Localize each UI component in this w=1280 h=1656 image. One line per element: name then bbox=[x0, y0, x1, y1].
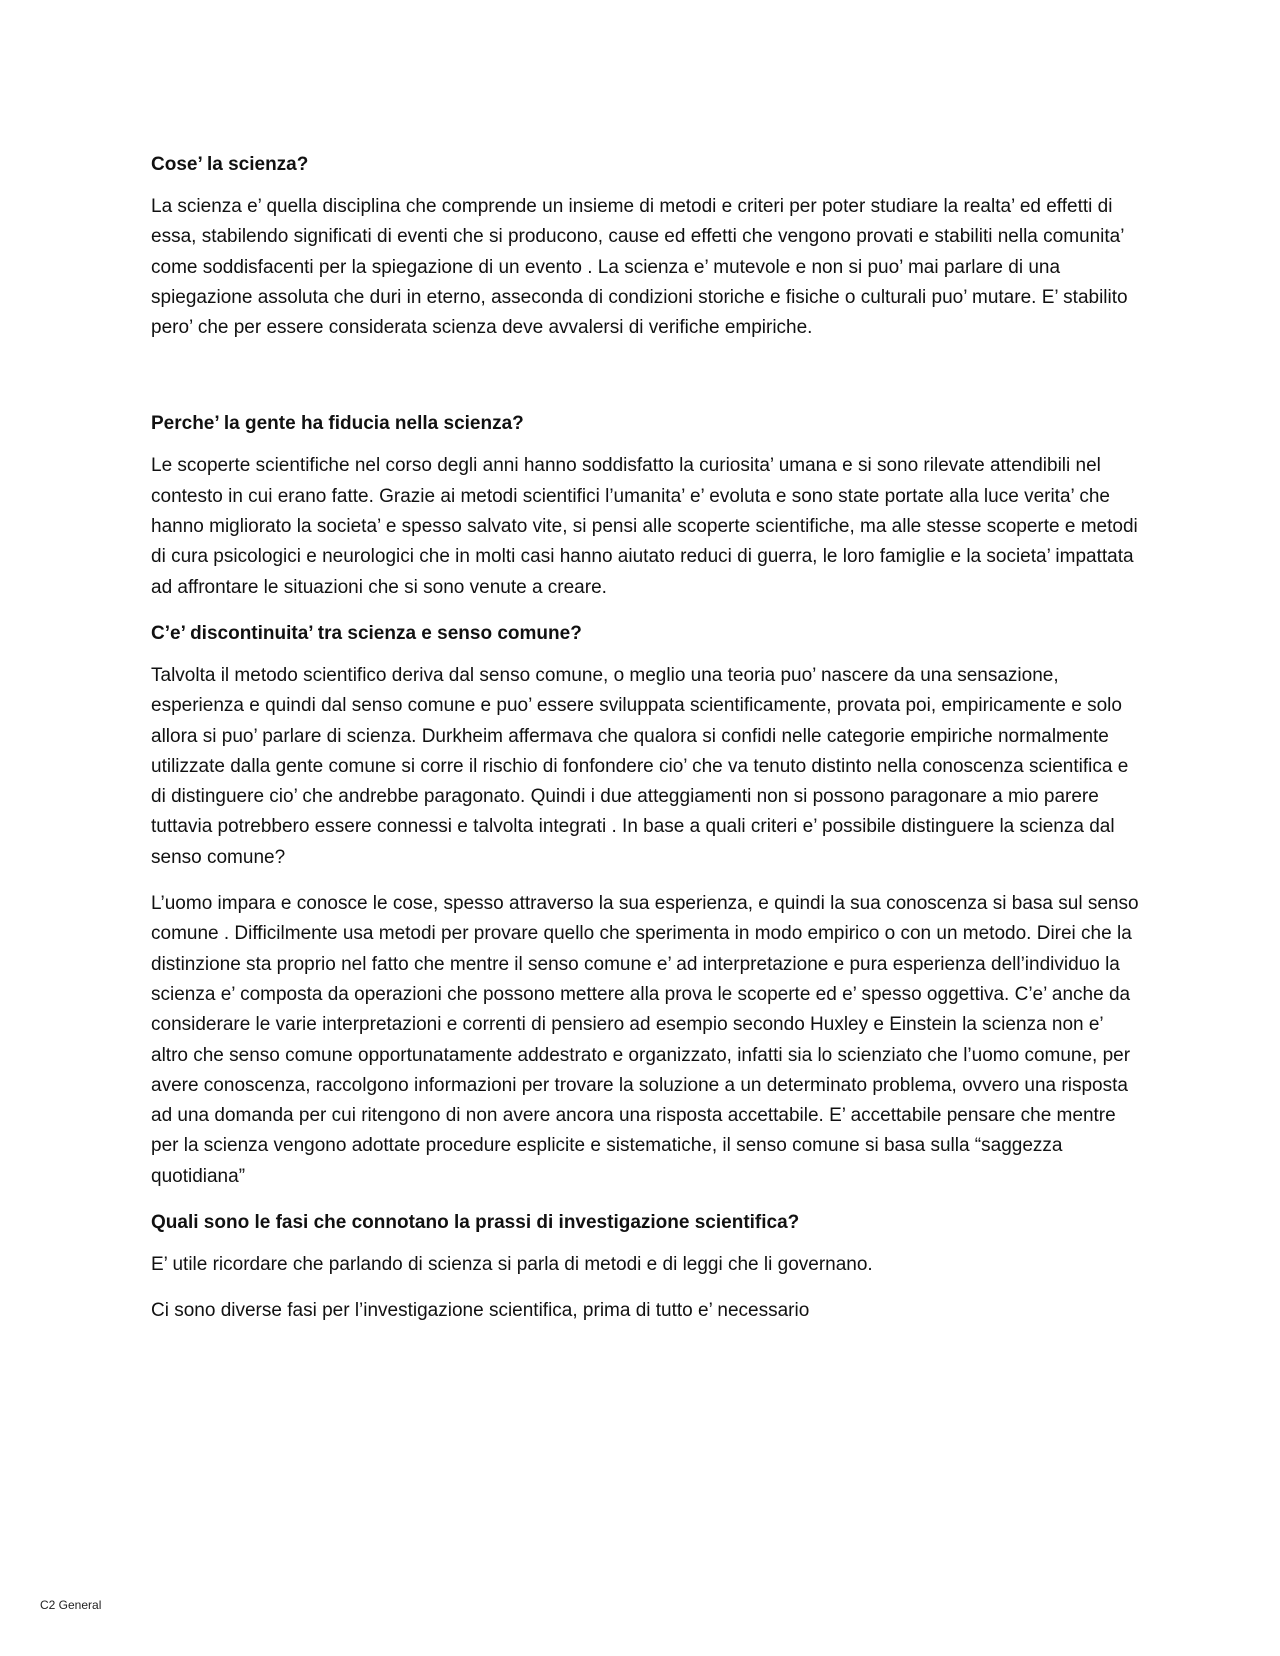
heading-discontinuita: C’e’ discontinuita’ tra scienza e senso comune? bbox=[151, 622, 582, 644]
classification-footer: C2 General bbox=[40, 1598, 102, 1612]
heading-cos-e-la-scienza: Cose’ la scienza? bbox=[151, 154, 309, 175]
paragraph-fasi-incompleto: Ci sono diverse fasi per l’investigazione scientifica, prima di tutto e’ necessario bbox=[151, 1300, 810, 1322]
section-spacer bbox=[151, 359, 1141, 409]
paragraph-metodo-senso-comune: Talvolta il metodo scientifico deriva dal senso comune, o meglio una teoria puo’ nascere da una sensazione, esperienza e quindi dal senso comune e puo’ essere sviluppata scientificamente, provata poi, empiricamente e solo allora si puo’ parlare di scienza. Durkheim affermava che qualora si confidi nelle categorie empiriche normalmente utilizzate dalla gente comune si corre il rischio di fonfondere cio’ che va tenuto distinto nella conoscenza scientifica e di distinguere cio’ che andrebbe paragonato. Quindi i due atteggiamenti non si possono paragonare a mio parere tuttavia potrebbero essere connessi e talvolta integrati . In base a quali criteri e’ possibile distinguere la scienza dal senso comune? bbox=[151, 664, 1129, 868]
document-page bbox=[151, 150, 1141, 1343]
heading-fasi-investigazione: Quali sono le fasi che connotano la prassi di investigazione scientifica? bbox=[151, 1212, 800, 1234]
paragraph-metodi-leggi: E’ utile ricordare che parlando di scienza si parla di metodi e di leggi che li governano. bbox=[151, 1254, 873, 1276]
paragraph-fiducia-scienza: Le scoperte scientifiche nel corso degli anni hanno soddisfatto la curiosita’ umana e si sono rilevate attendibili nel contesto in cui erano fatte. Grazie ai metodi scientifici l’umanita’ e’ evoluta e sono state portate alla luce verita’ che hanno migliorato la societa’ e spesso salvato vite, si pensi alle scoperte scientifiche, ma alle stesse scoperte e metodi di cura psicologici e neurologici che in molti casi hanno aiutato reduci di guerra, le loro famiglie e la societa’ impattata ad affrontare le situazioni che si sono venute a creare. bbox=[151, 455, 1138, 598]
paragraph-uomo-esperienza: L’uomo impara e conosce le cose, spesso attraverso la sua esperienza, e quindi la sua conoscenza si basa sul senso comune . Difficilmente usa metodi per provare quello che sperimenta in modo empirico o con un metodo. Direi che la distinzione sta proprio nel fatto che mentre il senso comune e’ ad interpretazione e pura esperienza dell’individuo la scienza e’ composta da operazioni che possono mettere alla prova le scoperte ed e’ spesso oggettiva. C’e’ anche da considerare le varie interpretazioni e correnti di pensiero ad esempio secondo Huxley e Einstein la scienza non e’ altro che senso comune opportunatamente addestrato e organizzato, infatti sia lo scienziato che l’uomo comune, per avere conoscenza, raccolgono informazioni per trovare la soluzione a un determinato problema, ovvero una risposta ad una domanda per cui ritengono di non avere ancora una risposta accettabile. E’ accettabile pensare che mentre per la scienza vengono adottate procedure esplicite e sistematiche, il senso comune si basa sulla “saggezza quotidiana” bbox=[151, 893, 1139, 1187]
heading-fiducia-scienza: Perche’ la gente ha fiducia nella scienza? bbox=[151, 413, 524, 435]
paragraph-definizione-scienza: La scienza e’ quella disciplina che comprende un insieme di metodi e criteri per poter studiare la realta’ ed effetti di essa, stabilendo significati di eventi che si producono, cause ed effetti che vengono provati e stabiliti nella comunita’ come soddisfacenti per la spiegazione di un evento . La scienza e’ mutevole e non si puo’ mai parlare di una spiegazione assoluta che duri in eterno, asseconda di condizioni storiche e fisiche o culturali puo’ mutare. E’ stabilito pero’ che per essere considerata scienza deve avvalersi di verifiche empiriche. bbox=[151, 196, 1128, 339]
